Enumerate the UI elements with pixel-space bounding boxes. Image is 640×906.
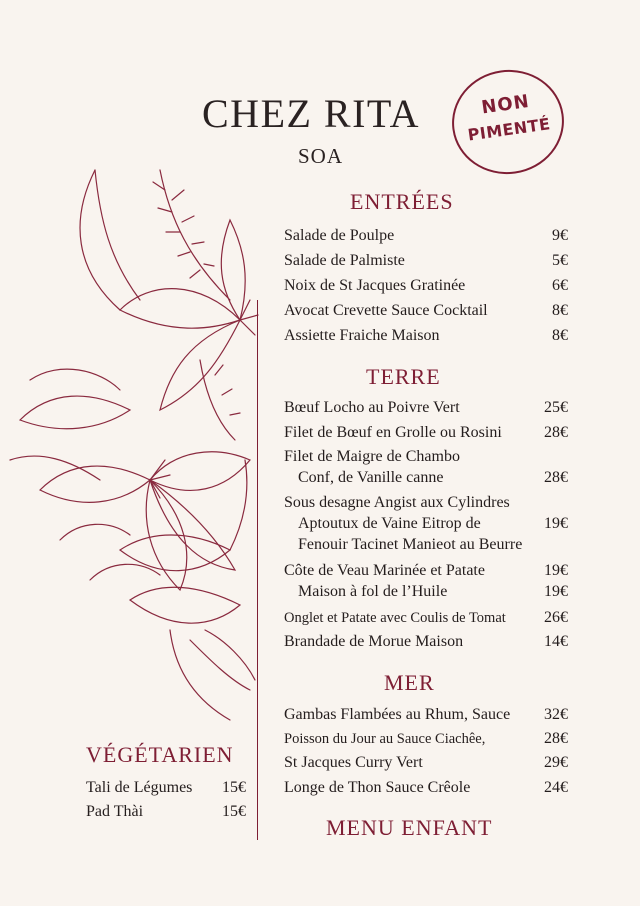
menu-item-price: 6€ (552, 277, 568, 294)
section-title-terre: TERRE (366, 364, 441, 389)
menu-item-name: Salade de Poulpe (284, 227, 395, 244)
section-title-mer: MER (384, 670, 435, 695)
menu-item-name: Côte de Veau Marinée et Patate (284, 562, 485, 579)
menu-item-price: 8€ (552, 327, 568, 344)
menu-item-price: 28€ (544, 424, 568, 441)
restaurant-subtitle: SOA (298, 144, 344, 168)
floral-illustration (0, 160, 262, 730)
menu-item-name: Filet de Bœuf en Grolle ou Rosini (284, 424, 502, 441)
menu-item-price: 29€ (544, 754, 568, 771)
menu-item-price: 19€ (544, 515, 568, 532)
menu-item-price: 5€ (552, 252, 568, 269)
menu-item-price: 9€ (552, 227, 568, 244)
menu-item-name: St Jacques Curry Vert (284, 754, 423, 771)
menu-item-price: 19€ (544, 562, 568, 579)
menu-item-name: Bœuf Locho au Poivre Vert (284, 399, 460, 416)
menu-item-name: Longe de Thon Sauce Crêole (284, 779, 471, 796)
menu-item-name: Brandade de Morue Maison (284, 633, 464, 650)
menu-item-name: Assiette Fraiche Maison (284, 327, 440, 344)
menu-item-name: Filet de Maigre de Chambo (284, 448, 460, 465)
stamp-line-1: NON (480, 90, 532, 119)
restaurant-name: CHEZ RITA (202, 91, 421, 136)
menu-item-name: Gambas Flambées au Rhum, Sauce (284, 706, 511, 723)
menu-item-name-line2: Aptoutux de Vaine Eitrop de (298, 515, 481, 532)
menu-item-name: Salade de Palmiste (284, 252, 405, 269)
menu-item-name: Pad Thài (86, 803, 144, 820)
menu-item-price: 8€ (552, 302, 568, 319)
section-title-vegetarien: VÉGÉTARIEN (86, 742, 234, 767)
stamp-line-2: PIMENTÉ (466, 114, 552, 145)
menu-item-name: Onglet et Patate avec Coulis de Tomat (284, 610, 506, 626)
menu-item-price: 15€ (222, 803, 246, 820)
menu-item-name: Tali de Légumes (86, 779, 193, 796)
menu-item-name-line3: Fenouir Tacinet Manieot au Beurre (298, 536, 523, 553)
menu-item-price: 25€ (544, 399, 568, 416)
menu-item-price: 24€ (544, 779, 568, 796)
menu-item-price: 14€ (544, 633, 568, 650)
section-title-entrees: ENTRÉES (350, 189, 454, 214)
non-pimente-stamp (445, 63, 570, 182)
menu-item-name-line2: Maison à fol de l’Huile (298, 583, 448, 600)
menu-item-name-line2: Conf, de Vanille canne (298, 469, 444, 486)
menu-item-price: 32€ (544, 706, 568, 723)
menu-item-price: 15€ (222, 779, 246, 796)
menu-item-price: 26€ (544, 609, 568, 626)
menu-item-name: Noix de St Jacques Gratinée (284, 277, 466, 294)
menu-item-name: Poisson du Jour au Sauce Ciachêe, (284, 731, 486, 747)
menu-item-price: 28€ (544, 730, 568, 747)
menu-item-name: Avocat Crevette Sauce Cocktail (284, 302, 488, 319)
menu-item-price: 19€ (544, 583, 568, 600)
vertical-divider (257, 300, 258, 840)
section-title-menu-enfant: MENU ENFANT (326, 815, 493, 840)
menu-item-name: Sous desagne Angist aux Cylindres (284, 494, 510, 511)
menu-item-price: 28€ (544, 469, 568, 486)
